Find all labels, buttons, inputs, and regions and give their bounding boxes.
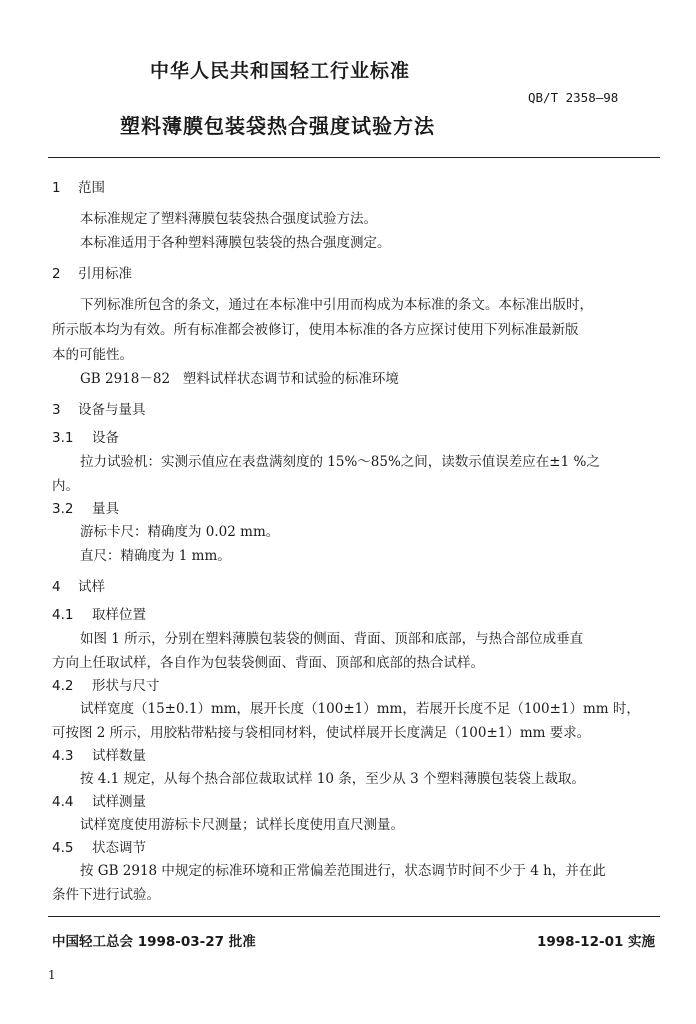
subsection-4-5-heading [52,836,146,856]
paragraph-line: 直尺：精确度为 1 mm。 [80,548,231,564]
subsection-3-1-heading [52,426,119,446]
subsection-number: 4.2 [52,678,74,694]
footer-rule [48,916,660,917]
subsection-title: 取样位置 [92,607,146,623]
subsection-number: 4.4 [52,794,74,810]
document-title: 塑料薄膜包装袋热合强度试验方法 [120,114,435,138]
paragraph-line: 游标卡尺：精确度为 0.02 mm。 [80,524,280,540]
standard-code: QB/T 2358—98 [528,90,619,105]
subsection-title: 状态调节 [92,840,146,856]
paragraph-line: 试样宽度（15±0.1）mm，展开长度（100±1）mm，若展开长度不足（100±1）mm 时， [80,701,640,717]
subsection-title: 试样测量 [92,794,146,810]
paragraph-line: 所示版本均为有效。所有标准都会被修订，使用本标准的各方应探讨使用下列标准最新版 [52,322,579,338]
issuing-organization: 中华人民共和国轻工行业标准 [150,60,411,82]
subsection-4-1-heading [52,603,146,623]
paragraph: 本标准适用于各种塑料薄膜包装袋的热合强度测定。 [80,235,391,251]
section-4-heading [52,575,105,595]
paragraph-line: 下列标准所包含的条文，通过在本标准中引用而构成为本标准的条文。本标准出版时， [80,297,593,313]
subsection-title: 设备 [92,430,119,446]
subsection-4-3-heading [52,744,146,764]
paragraph-line: 方向上任取试样，各自作为包装袋侧面、背面、顶部和底部的热合试样。 [52,655,484,671]
section-title: 范围 [78,180,105,196]
paragraph-line: 按 GB 2918 中规定的标准环境和正常偏差范围进行，状态调节时间不少于 4 h，并在此 [80,863,606,879]
section-title: 试样 [78,579,105,595]
section-title: 设备与量具 [78,402,146,418]
subsection-number: 3.2 [52,501,74,517]
subsection-title: 形状与尺寸 [92,678,160,694]
section-number: 1 [52,180,61,196]
paragraph-line: 可按图 2 所示，用胶粘带粘接与袋相同材料，使试样展开长度满足（100±1）mm 要求。 [52,725,591,741]
reference-standard: GB 2918－82 塑料试样状态调节和试验的标准环境 [80,371,399,387]
subsection-3-2-heading [52,497,119,517]
subsection-number: 4.3 [52,748,74,764]
subsection-4-4-heading [52,790,146,810]
paragraph-line: 本的可能性。 [52,347,133,363]
subsection-4-2-heading [52,674,160,694]
subsection-number: 4.1 [52,607,74,623]
paragraph-line: 按 4.1 规定，从每个热合部位裁取试样 10 条，至少从 3 个塑料薄膜包装袋上裁取。 [80,771,585,787]
paragraph-line: 如图 1 所示，分别在塑料薄膜包装袋的侧面、背面、顶部和底部，与热合部位成垂直 [80,631,584,647]
section-2-heading [52,262,132,282]
subsection-number: 4.5 [52,840,74,856]
section-number: 3 [52,402,61,418]
approval-date: 中国轻工总会 1998-03-27 批准 [52,934,256,950]
section-title: 引用标准 [78,266,132,282]
section-3-heading [52,398,146,418]
paragraph-line: 拉力试验机：实测示值应在表盘满刻度的 15%～85%之间，读数示值误差应在±1 %之 [80,454,600,470]
subsection-number: 3.1 [52,430,74,446]
paragraph-line: 条件下进行试验。 [52,887,160,903]
section-number: 2 [52,266,61,282]
paragraph: 本标准规定了塑料薄膜包装袋热合强度试验方法。 [80,211,377,227]
paragraph-line: 内。 [52,478,79,494]
paragraph-line: 试样宽度使用游标卡尺测量；试样长度使用直尺测量。 [80,817,404,833]
header-rule [48,157,660,158]
section-number: 4 [52,579,61,595]
subsection-title: 量具 [92,501,119,517]
subsection-title: 试样数量 [92,748,146,764]
page-number: 1 [48,968,56,982]
section-1-heading [52,176,105,196]
implementation-date: 1998-12-01 实施 [537,934,656,950]
